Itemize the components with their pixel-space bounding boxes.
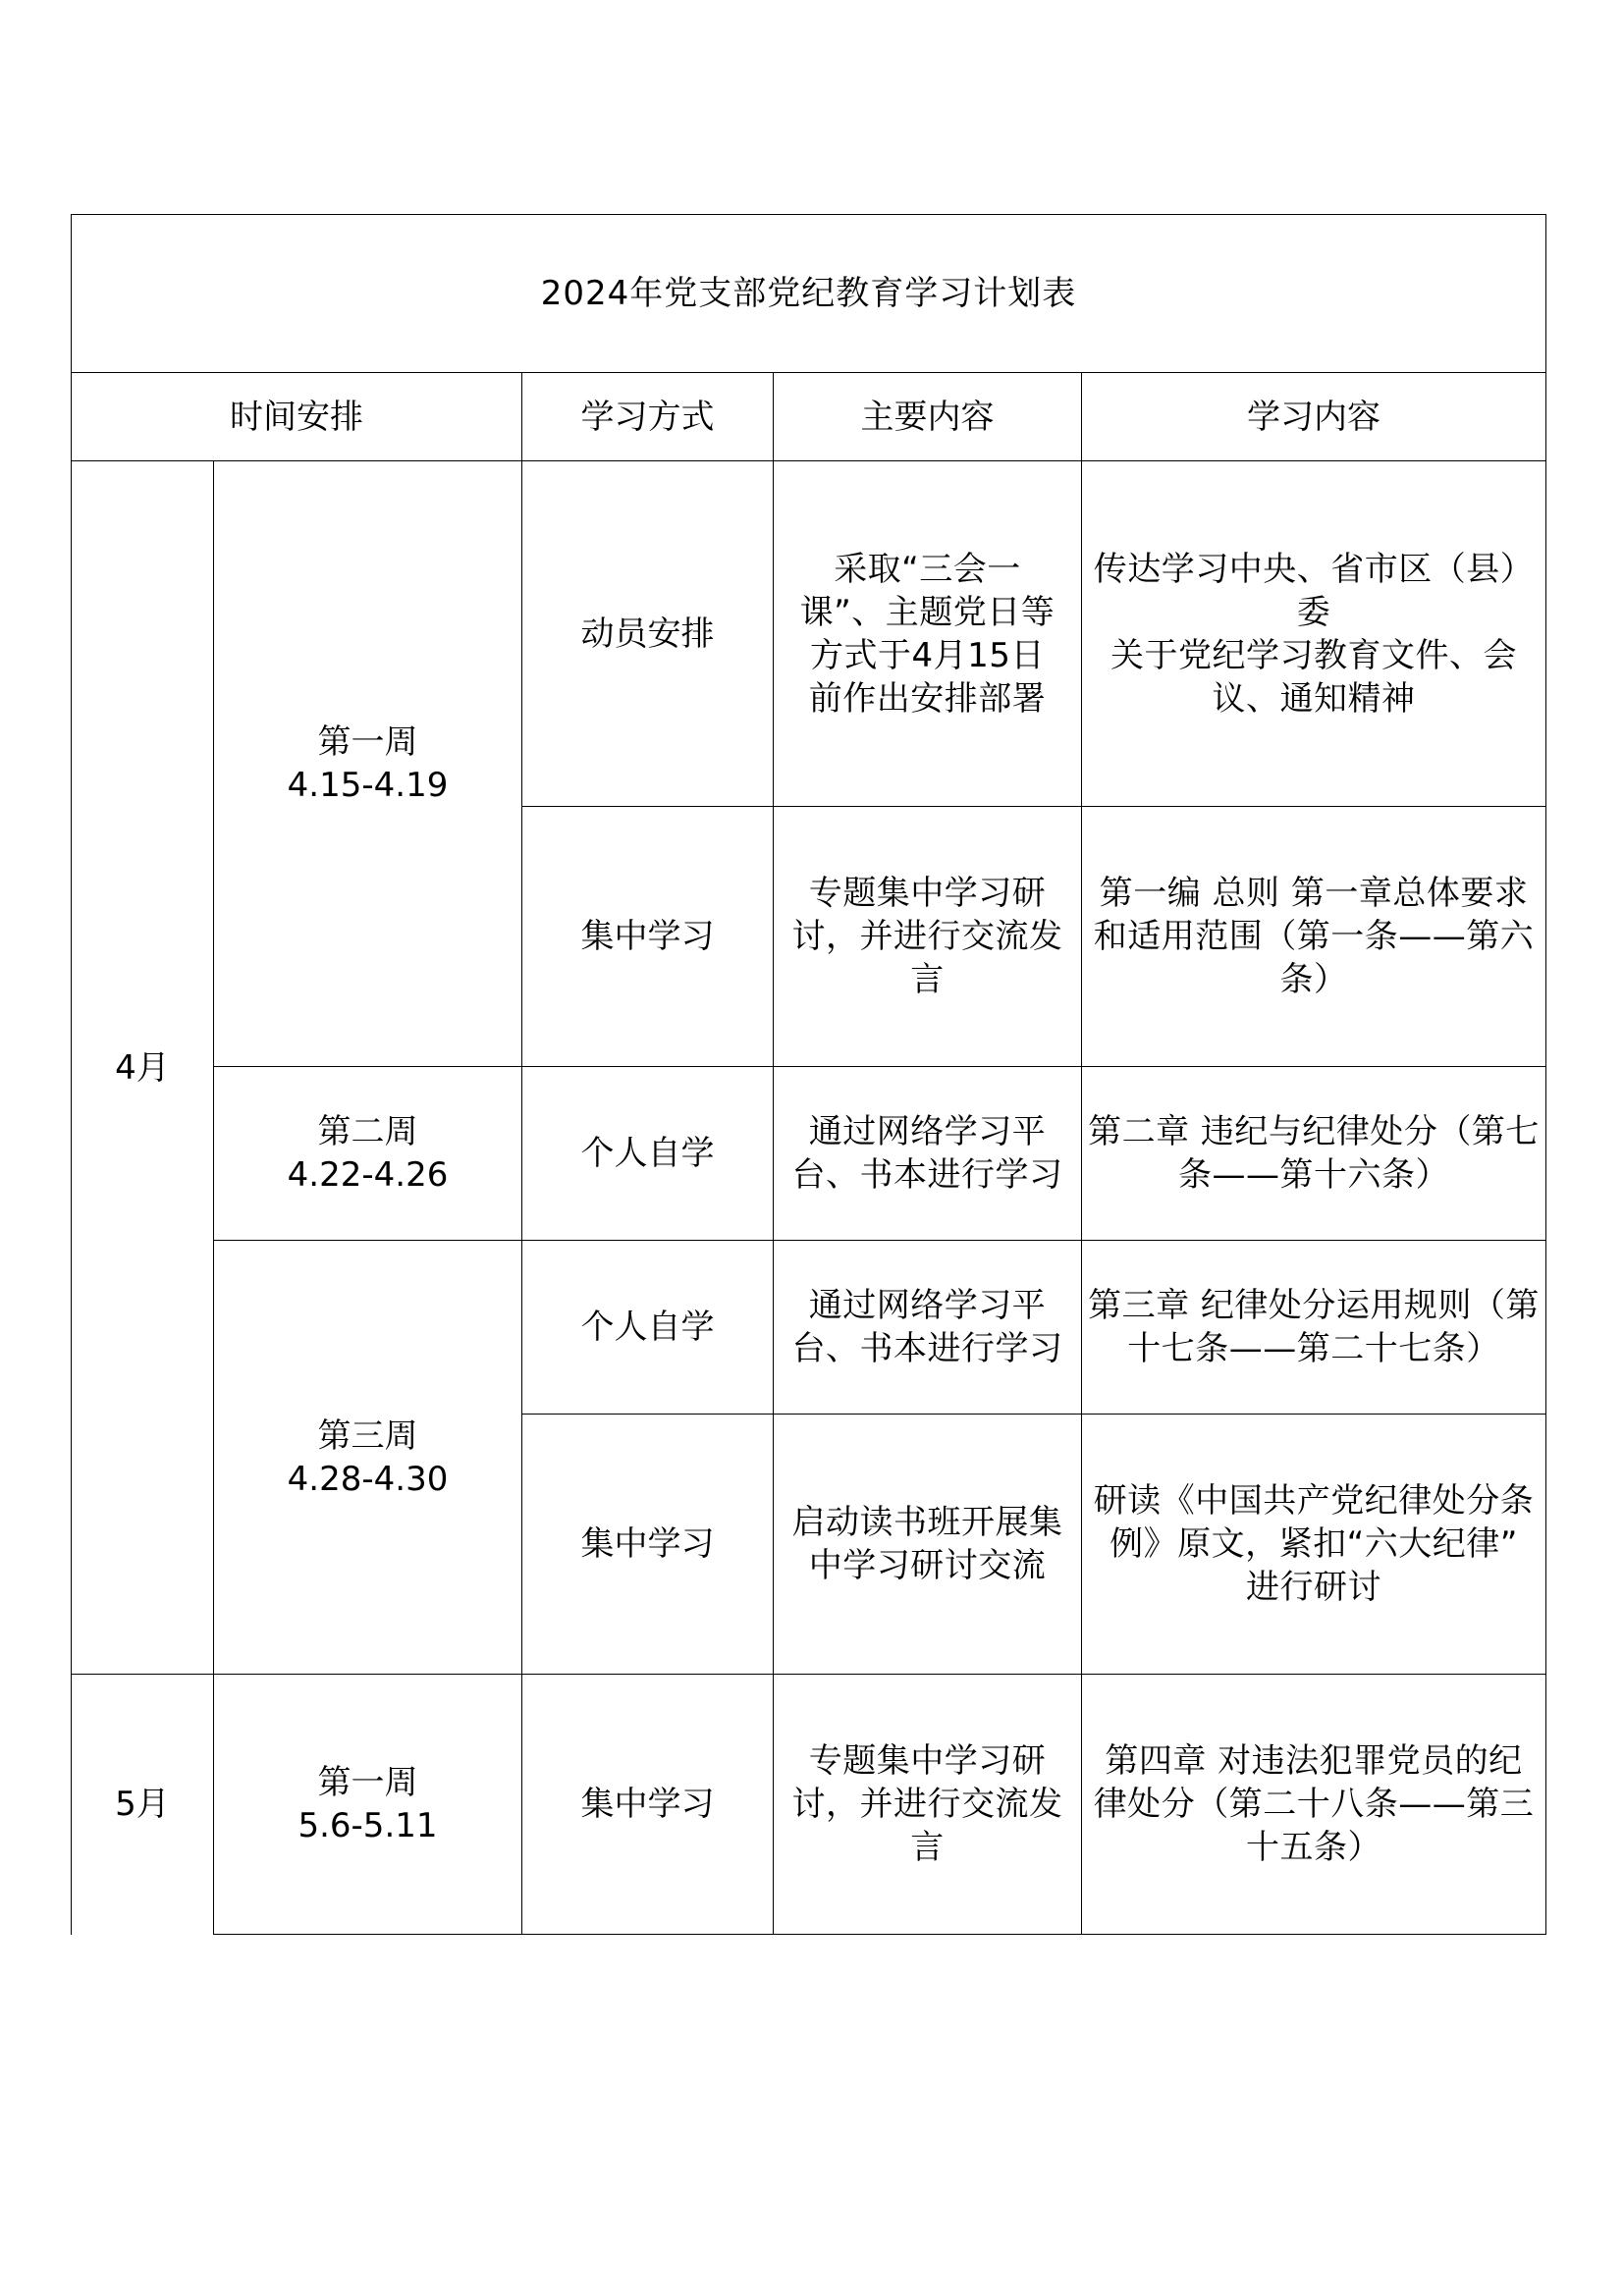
text-line: 前作出安排部署 — [808, 678, 1047, 719]
text-line: 采取“三会一 — [834, 549, 1021, 589]
week-cell — [214, 461, 522, 1067]
text-line: 中学习研讨交流 — [808, 1546, 1047, 1585]
week-name: 第一周 — [317, 722, 418, 762]
text-line: 台、书本进行学习 — [791, 1155, 1063, 1195]
method-cell: 动员安排 — [522, 461, 774, 807]
text-line: 律处分（第二十八条——第三 — [1093, 1785, 1535, 1824]
month-april: 4月 — [72, 461, 214, 1675]
header-time: 时间安排 — [72, 373, 522, 461]
text-line: 讨，并进行交流发 — [791, 917, 1063, 956]
text-line: 关于党纪学习教育文件、会 — [1110, 635, 1518, 675]
header-method: 学习方式 — [522, 373, 774, 461]
week-name: 第三周 — [317, 1415, 418, 1456]
method-cell: 集中学习 — [522, 807, 774, 1067]
main-content-cell — [774, 461, 1082, 807]
title-row — [72, 215, 1546, 373]
study-content-cell — [1082, 1241, 1546, 1415]
text-line: 十七条——第二十七条） — [1127, 1329, 1500, 1368]
week-range: 4.22-4.26 — [287, 1155, 449, 1195]
text-line: 讨，并进行交流发 — [791, 1785, 1063, 1824]
text-line: 专题集中学习研 — [808, 874, 1047, 913]
week-range: 4.28-4.30 — [287, 1459, 449, 1499]
text-line: 言 — [910, 960, 945, 999]
text-line: 通过网络学习平 — [808, 1112, 1047, 1151]
header-content: 学习内容 — [1082, 373, 1546, 461]
text-line: 第四章 对违法犯罪党员的纪 — [1105, 1741, 1523, 1781]
study-content-cell — [1082, 1675, 1546, 1935]
week-cell — [214, 1675, 522, 1935]
week-range: 5.6-5.11 — [298, 1806, 438, 1845]
week-cell — [214, 1241, 522, 1675]
method-cell: 集中学习 — [522, 1675, 774, 1935]
text-line: 台、书本进行学习 — [791, 1329, 1063, 1368]
table-title: 2024年党支部党纪教育学习计划表 — [72, 215, 1546, 373]
week-range: 4.15-4.19 — [287, 766, 449, 805]
month-may: 5月 — [72, 1675, 214, 1935]
text-line: 专题集中学习研 — [808, 1741, 1047, 1781]
table-row — [72, 461, 1546, 807]
method-cell: 集中学习 — [522, 1415, 774, 1675]
text-line: 例》原文，紧扣“六大纪律” — [1110, 1524, 1518, 1564]
study-content-cell — [1082, 461, 1546, 807]
text-line: 课”、主题党日等 — [799, 592, 1056, 632]
main-content-cell — [774, 807, 1082, 1067]
method-cell: 个人自学 — [522, 1067, 774, 1241]
main-content-cell — [774, 1067, 1082, 1241]
study-content-cell — [1082, 807, 1546, 1067]
header-main: 主要内容 — [774, 373, 1082, 461]
main-content-cell — [774, 1415, 1082, 1675]
main-content-cell — [774, 1675, 1082, 1935]
text-line: 进行研讨 — [1246, 1568, 1382, 1607]
week-cell — [214, 1067, 522, 1241]
text-line: 条） — [1279, 960, 1348, 999]
text-line: 十五条） — [1246, 1828, 1382, 1867]
table-row — [72, 1241, 1546, 1415]
text-line: 传达学习中央、省市区（县）委 — [1093, 549, 1535, 632]
text-line: 和适用范围（第一条——第六 — [1093, 917, 1535, 956]
text-line: 启动读书班开展集 — [791, 1503, 1063, 1542]
study-plan-table — [71, 214, 1546, 1935]
text-line: 第三章 纪律处分运用规则（第 — [1088, 1286, 1540, 1325]
text-line: 议、通知精神 — [1212, 678, 1416, 719]
table-row — [72, 1675, 1546, 1935]
text-line: 言 — [910, 1828, 945, 1867]
week-name: 第二周 — [317, 1112, 418, 1151]
text-line: 第二章 违纪与纪律处分（第七 — [1088, 1112, 1540, 1151]
week-name: 第一周 — [317, 1763, 418, 1802]
text-line: 条——第十六条） — [1178, 1155, 1450, 1195]
study-content-cell — [1082, 1415, 1546, 1675]
study-content-cell — [1082, 1067, 1546, 1241]
text-line: 通过网络学习平 — [808, 1286, 1047, 1325]
text-line: 方式于4月15日 — [810, 635, 1045, 675]
method-cell: 个人自学 — [522, 1241, 774, 1415]
header-row — [72, 373, 1546, 461]
main-content-cell — [774, 1241, 1082, 1415]
text-line: 第一编 总则 第一章总体要求 — [1099, 874, 1529, 913]
table-row — [72, 1067, 1546, 1241]
text-line: 研读《中国共产党纪律处分条 — [1093, 1481, 1535, 1521]
